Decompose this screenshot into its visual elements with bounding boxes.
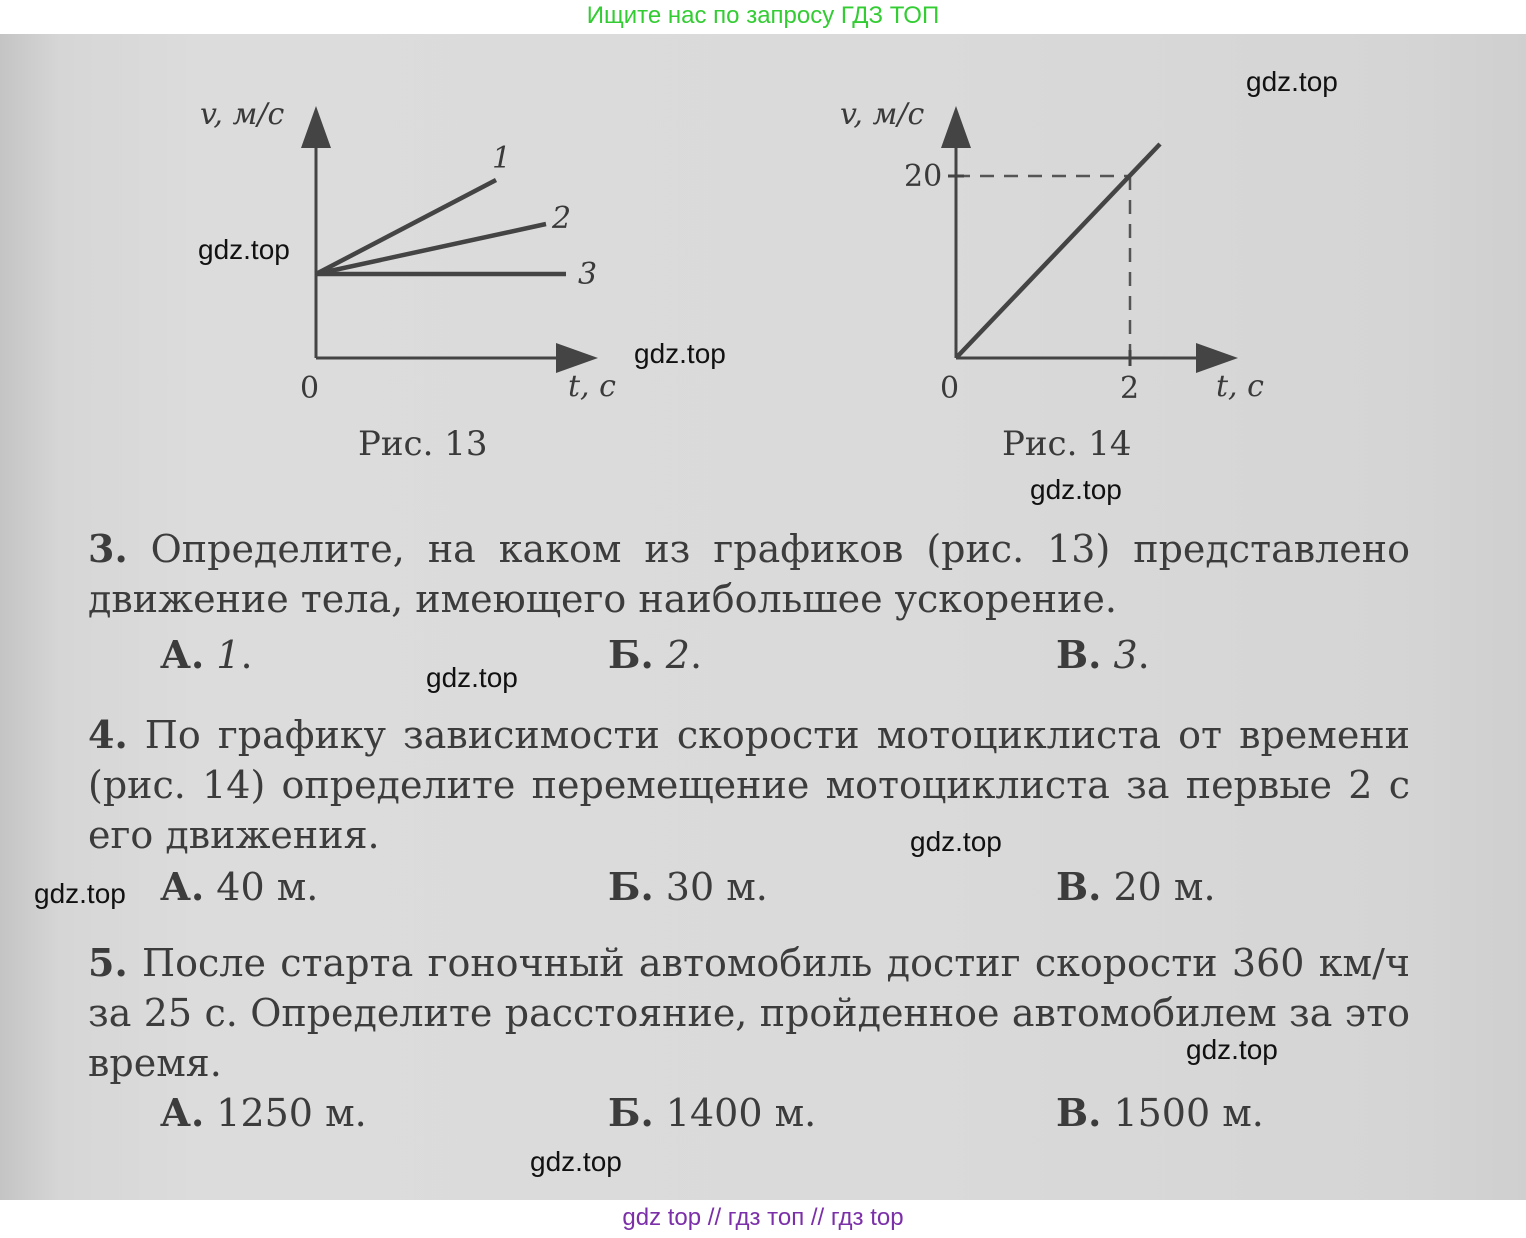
task-5-option-b: Б. 1400 м. bbox=[608, 1090, 817, 1135]
fig13-x-label: t, с bbox=[568, 369, 616, 404]
textbook-page bbox=[0, 34, 1526, 1200]
task-5-option-a: А. 1250 м. bbox=[160, 1090, 367, 1135]
task-3-option-b: Б. 2. bbox=[608, 632, 703, 677]
task-number: 5. bbox=[88, 940, 128, 985]
fig13-line-1-label: 1 bbox=[492, 141, 512, 176]
fig13-line-2-label: 2 bbox=[552, 201, 572, 236]
watermark: gdz.top bbox=[426, 662, 518, 693]
task-3 bbox=[88, 524, 1410, 624]
bottom-banner[interactable]: gdz top // гдз топ // гдз top bbox=[622, 1204, 904, 1231]
fig14-y-label: v, м/с bbox=[840, 97, 925, 132]
task-4-option-b: Б. 30 м. bbox=[608, 864, 768, 909]
task-number: 4. bbox=[88, 712, 128, 757]
task-4-option-c: В. 20 м. bbox=[1056, 864, 1216, 909]
watermark: gdz.top bbox=[34, 878, 126, 909]
watermark: gdz.top bbox=[530, 1146, 622, 1177]
fig13-line-2 bbox=[316, 224, 546, 274]
task-text: По графику зависимости скорости мотоциклиста от времени (рис. 14) определите перемещение мотоциклиста за первые 2 с его движения. bbox=[88, 713, 1410, 857]
task-number: 3. bbox=[88, 526, 128, 571]
fig13-line-1 bbox=[316, 180, 496, 274]
task-3-option-c: В. 3. bbox=[1056, 632, 1150, 677]
task-3-option-a: А. 1. bbox=[160, 632, 253, 677]
task-5-option-c: В. 1500 м. bbox=[1056, 1090, 1264, 1135]
watermark: gdz.top bbox=[1030, 474, 1122, 505]
figure-14-caption: Рис. 14 bbox=[1002, 424, 1132, 464]
fig14-x-tick-label: 2 bbox=[1120, 371, 1140, 406]
figure-14 bbox=[820, 84, 1280, 414]
top-banner[interactable]: Ищите нас по запросу ГДЗ ТОП bbox=[586, 2, 940, 29]
fig14-y-tick-label: 20 bbox=[904, 159, 943, 194]
fig13-origin: 0 bbox=[300, 371, 320, 406]
fig13-line-3-label: 3 bbox=[578, 257, 598, 292]
fig13-y-label: v, м/с bbox=[200, 97, 285, 132]
watermark: gdz.top bbox=[1246, 66, 1338, 97]
task-4-option-a: А. 40 м. bbox=[160, 864, 319, 909]
watermark: gdz.top bbox=[910, 826, 1002, 857]
watermark: gdz.top bbox=[1186, 1034, 1278, 1065]
watermark: gdz.top bbox=[634, 338, 726, 369]
fig14-origin: 0 bbox=[940, 371, 960, 406]
task-4 bbox=[88, 710, 1410, 860]
figure-13-caption: Рис. 13 bbox=[358, 424, 488, 464]
fig14-x-label: t, с bbox=[1216, 369, 1264, 404]
watermark: gdz.top bbox=[198, 234, 290, 265]
task-text: Определите, на каком из графиков (рис. 13) представлено движение тела, имеющего наибольшее ускорение. bbox=[88, 527, 1410, 621]
task-text: После старта гоночный автомобиль достиг скорости 360 км/ч за 25 с. Определите расстояние, пройденное автомобилем за это время. bbox=[88, 941, 1410, 1085]
